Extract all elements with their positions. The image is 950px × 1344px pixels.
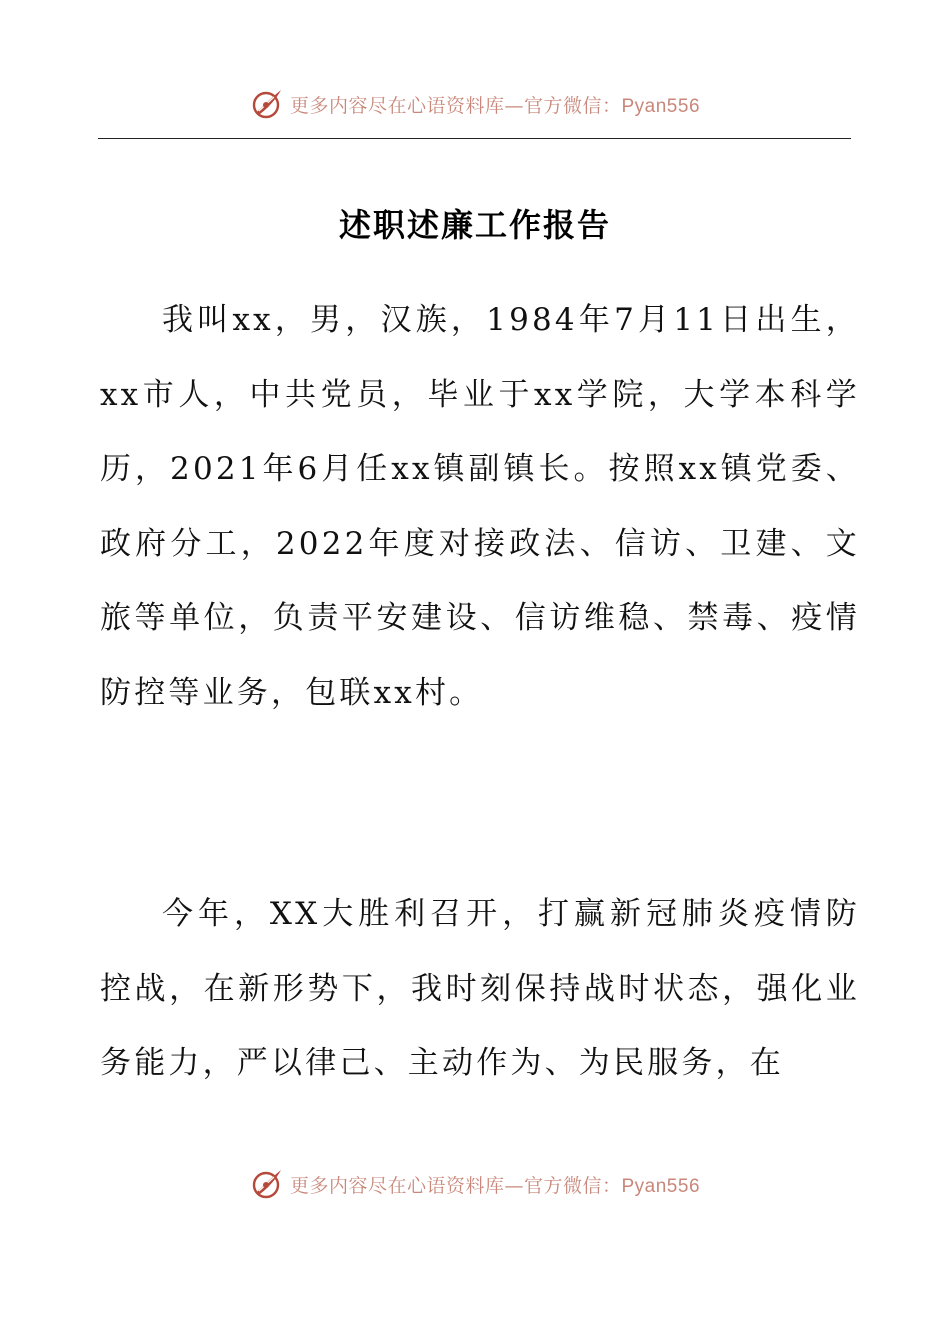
banner-site-text: 更多内容尽在心语资料库—官方微信：	[289, 1174, 622, 1197]
document-title: 述职述廉工作报告	[338, 206, 611, 244]
footer-banner	[0, 1162, 950, 1206]
banner-wechat-id: Pyan556	[621, 1175, 701, 1197]
paragraph-summary: 今年，XX大胜利召开，打赢新冠肺炎疫情防控战，在新形势下，我时刻保持战时状态，强化业务能力，严以律己、主动作为、为民服务，在	[100, 896, 860, 1081]
paragraph-intro: 我叫xx，男，汉族，1984年7月11日出生，xx市人，中共党员，毕业于xx学院，大学本科学历，2021年6月任xx镇副镇长。按照xx镇党委、政府分工，2022年度对接政法、信访、卫建、文旅等单位，负责平安建设、信访维稳、禁毒、疫情防控等业务，包联xx村。	[100, 302, 860, 711]
quill-pen-logo-icon	[250, 1167, 284, 1201]
header-divider	[98, 138, 851, 139]
quill-pen-logo-icon	[250, 87, 284, 121]
banner-site-text: 更多内容尽在心语资料库—官方微信：	[289, 94, 622, 117]
banner-wechat-id: Pyan556	[621, 95, 701, 117]
header-banner	[0, 82, 950, 126]
banner-text	[290, 91, 700, 118]
banner-text	[290, 1171, 700, 1198]
